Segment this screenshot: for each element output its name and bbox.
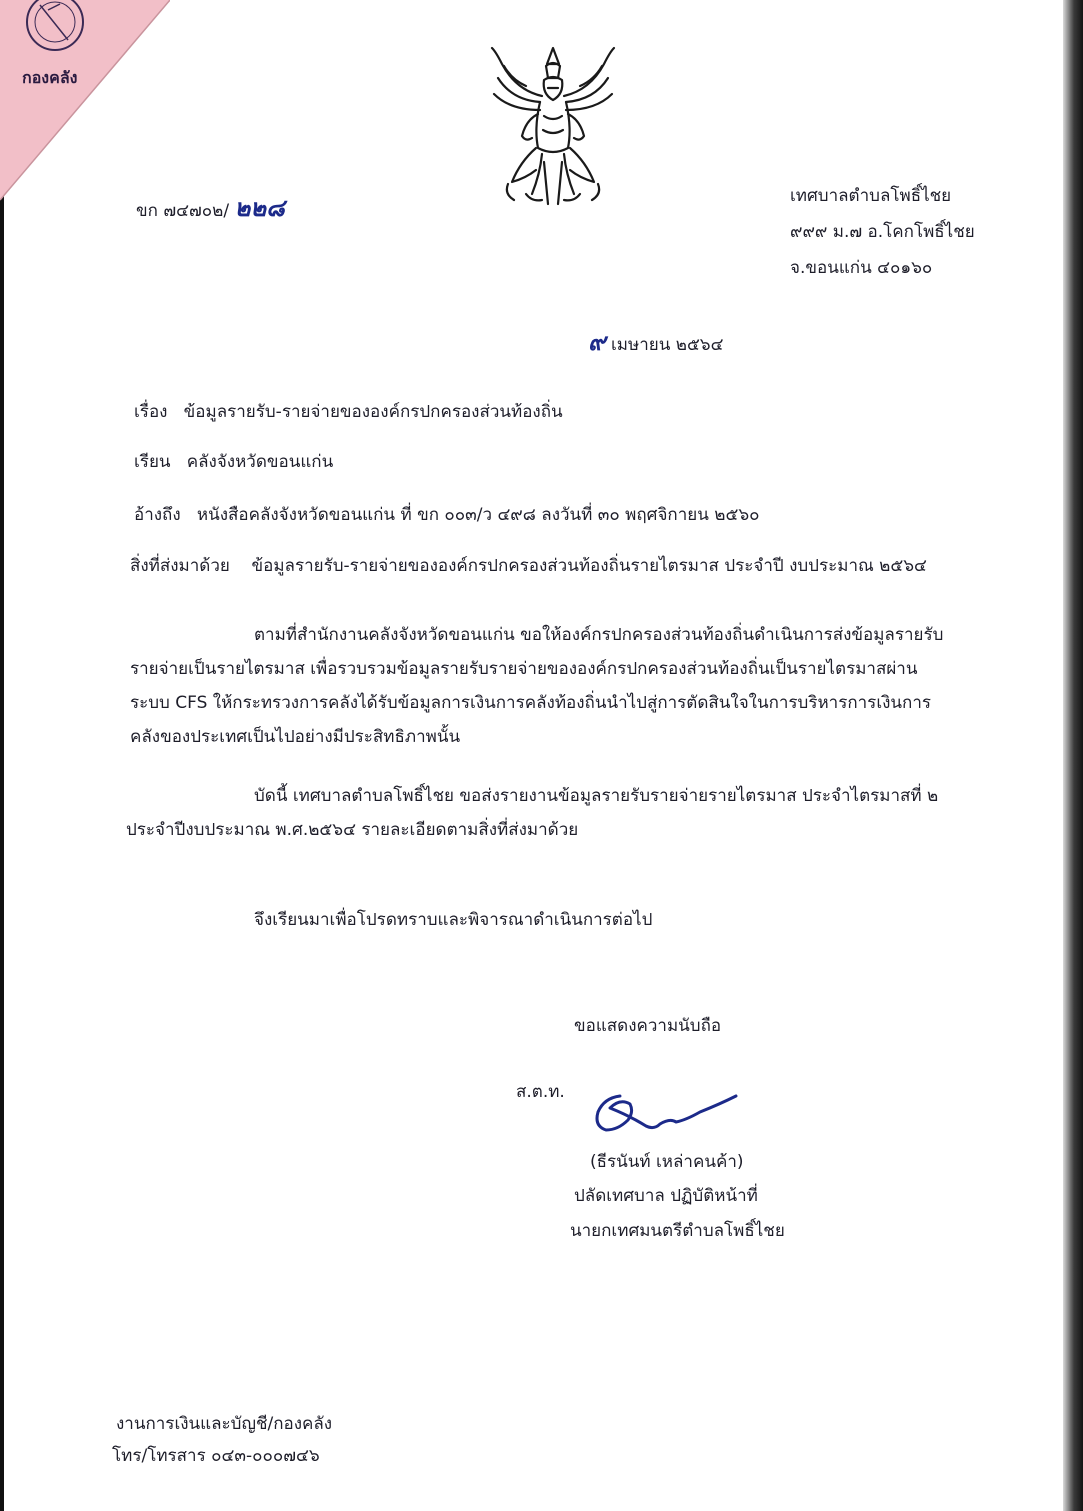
- addressee-value: คลังจังหวัดขอนแก่น: [186, 452, 334, 472]
- sender-address: ๙๙๙ ม.๗ อ.โคกโพธิ์ไชย: [790, 222, 975, 242]
- subject-value: ข้อมูลรายรับ-รายจ่ายขององค์กรปกครองส่วนท้องถิ่น: [183, 402, 563, 422]
- signature-mark: [590, 1086, 740, 1142]
- subject-line: [134, 402, 563, 422]
- footer-department: งานการเงินและบัญชี/กองคลัง: [116, 1414, 333, 1434]
- body-paragraph-1-line-4: คลังของประเทศเป็นไปอย่างมีประสิทธิภาพนั้น: [130, 727, 461, 747]
- body-paragraph-1-line-1: ตามที่สำนักงานคลังจังหวัดขอนแก่น ขอให้องค์กรปกครองส่วนท้องถิ่นดำเนินการส่งข้อมูลรายรับ: [254, 625, 944, 645]
- reference-number-handwritten: ๒๒๘: [234, 194, 285, 222]
- letter-date: [588, 328, 723, 357]
- signer-rank: ส.ต.ท.: [516, 1082, 565, 1102]
- reference-line: [134, 505, 760, 525]
- received-stamp-corner: [0, 0, 170, 210]
- reference-label: อ้างถึง: [134, 505, 181, 525]
- addressee-line: [134, 452, 333, 472]
- sender-province: จ.ขอนแก่น ๔๐๑๖๐: [790, 258, 933, 278]
- signer-title-1: ปลัดเทศบาล ปฏิบัติหน้าที่: [574, 1186, 758, 1206]
- reference-value: หนังสือคลังจังหวัดขอนแก่น ที่ ขก ๐๐๓/ว ๔๙๘ ลงวันที่ ๓๐ พฤศจิกายน ๒๕๖๐: [196, 505, 760, 525]
- signer-name: (ธีรนันท์ เหล่าคนค้า): [590, 1152, 744, 1172]
- scan-edge-right: [1063, 0, 1083, 1511]
- enclosure-value: ข้อมูลรายรับ-รายจ่ายขององค์กรปกครองส่วนท้องถิ่นรายไตรมาส ประจำปี งบประมาณ ๒๕๖๔: [251, 556, 927, 576]
- body-paragraph-1-line-2: รายจ่ายเป็นรายไตรมาส เพื่อรวบรวมข้อมูลรายรับรายจ่ายขององค์กรปกครองส่วนท้องถิ่นเป็นรายไตรมาสผ่าน: [130, 659, 918, 679]
- date-day-handwritten: ๙: [588, 328, 606, 356]
- body-paragraph-2-line-1: บัดนี้ เทศบาลตำบลโพธิ์ไชย ขอส่งรายงานข้อมูลรายรับรายจ่ายรายไตรมาส ประจำไตรมาสที่ ๒: [254, 786, 939, 806]
- enclosure-line: [130, 556, 927, 576]
- enclosure-label: สิ่งที่ส่งมาด้วย: [130, 556, 230, 576]
- addressee-label: เรียน: [134, 452, 171, 472]
- courtesy-closing: ขอแสดงความนับถือ: [574, 1016, 722, 1036]
- date-month-year: เมษายน ๒๕๖๔: [610, 335, 724, 355]
- body-paragraph-2-line-2: ประจำปีงบประมาณ พ.ศ.๒๕๖๔ รายละเอียดตามสิ่งที่ส่งมาด้วย: [126, 820, 579, 840]
- reference-number: [136, 194, 285, 223]
- stamp-label: กองคลัง: [22, 68, 78, 87]
- scan-edge-left: [0, 0, 4, 1511]
- sender-name: เทศบาลตำบลโพธิ์ไชย: [790, 186, 952, 206]
- garuda-emblem-icon: [486, 44, 620, 214]
- footer-phone: โทร/โทรสาร ๐๔๓-๐๐๐๗๔๖: [112, 1446, 320, 1466]
- closing-request: จึงเรียนมาเพื่อโปรดทราบและพิจารณาดำเนินการต่อไป: [254, 910, 653, 930]
- subject-label: เรื่อง: [134, 402, 168, 422]
- body-paragraph-1-line-3: ระบบ CFS ให้กระทรวงการคลังได้รับข้อมูลการเงินการคลังท้องถิ่นนำไปสู่การตัดสินใจในการบริหารการเงินการ: [130, 693, 932, 713]
- reference-number-prefix: ขก ๗๔๗๐๒/: [136, 201, 230, 221]
- signer-title-2: นายกเทศมนตรีตำบลโพธิ์ไชย: [570, 1221, 785, 1241]
